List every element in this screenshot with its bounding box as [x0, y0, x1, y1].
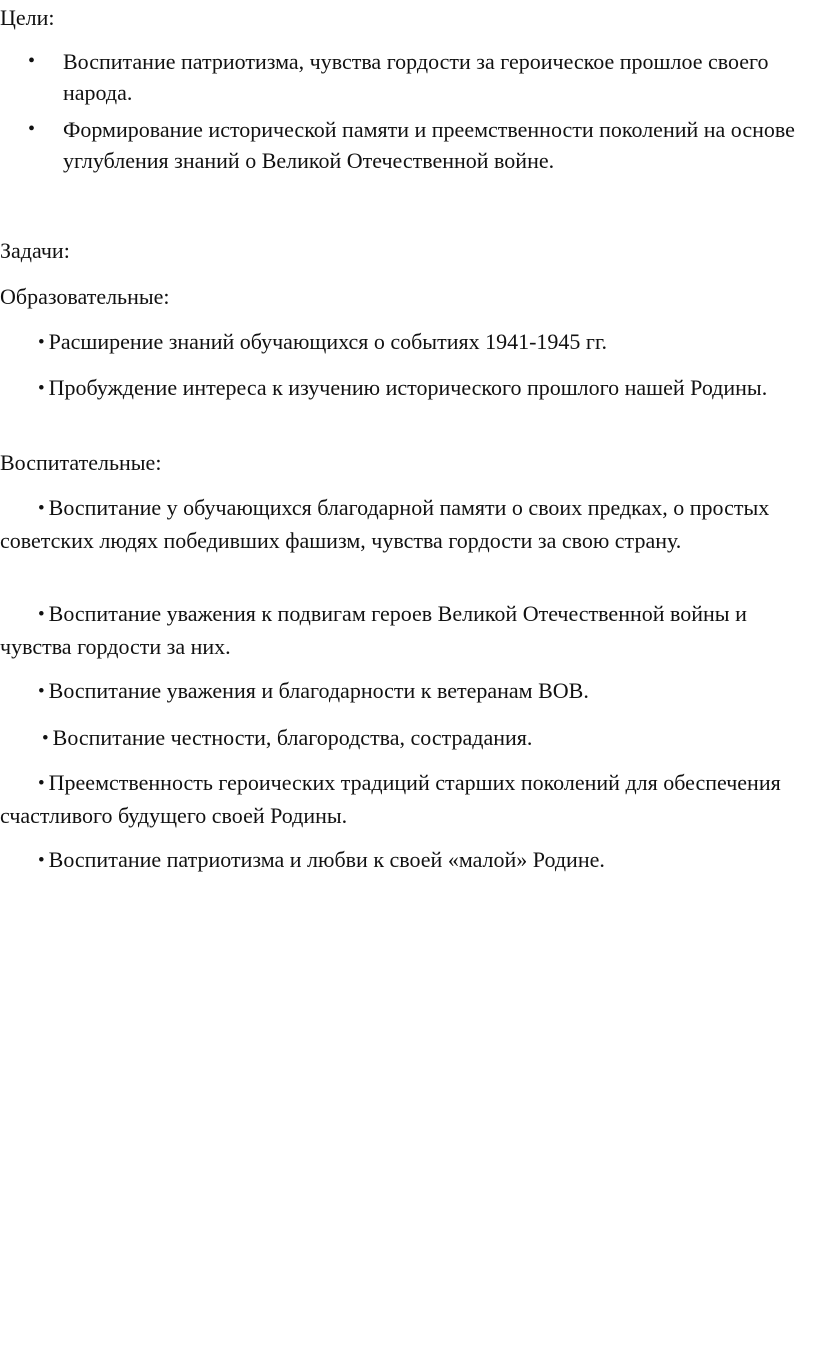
task-text: Воспитание патриотизма и любви к своей «малой» Родине. [48, 847, 605, 872]
bullet-icon: • [28, 50, 36, 72]
bullet-icon: • [38, 604, 45, 625]
goal-item-text: Воспитание патриотизма, чувства гордости за героическое прошлое своего народа. [63, 49, 769, 105]
tasks-heading: Задачи: [0, 238, 70, 263]
upbringing-task-item [0, 598, 814, 662]
upbringing-heading: Воспитательные: [0, 450, 162, 475]
bullet-icon: • [38, 332, 45, 353]
upbringing-task-item [0, 675, 814, 708]
bullet-icon: • [42, 728, 49, 749]
task-text: Воспитание честности, благородства, сострадания. [52, 725, 533, 750]
task-text: Воспитание у обучающихся благодарной памяти о своих предках, о простых советских людях победивших фашизм, чувства гордости за свою страну. [0, 495, 770, 553]
upbringing-task-item [0, 722, 816, 755]
educational-task-item [0, 372, 798, 405]
educational-task-item [0, 326, 798, 359]
upbringing-task-item [0, 767, 814, 831]
task-text: Воспитание уважения и благодарности к ветеранам ВОВ. [48, 678, 589, 703]
task-text: Преемственность героических традиций старших поколений для обеспечения счастливого будущего своей Родины. [0, 770, 781, 828]
educational-heading: Образовательные: [0, 284, 170, 309]
goals-heading: Цели: [0, 5, 55, 30]
upbringing-task-item [0, 844, 814, 877]
task-text: Воспитание уважения к подвигам героев Великой Отечественной войны и чувства гордости за них. [0, 601, 747, 659]
bullet-icon: • [38, 378, 45, 399]
task-text: Пробуждение интереса к изучению исторического прошлого нашей Родины. [48, 375, 768, 400]
bullet-icon: • [38, 681, 45, 702]
bullet-icon: • [38, 850, 45, 871]
goal-item-text: Формирование исторической памяти и преемственности поколений на основе углубления знаний о Великой Отечественной войне. [63, 117, 795, 173]
bullet-icon: • [28, 118, 36, 140]
task-text: Расширение знаний обучающихся о событиях 1941-1945 гг. [48, 329, 607, 354]
upbringing-task-item [0, 492, 814, 556]
bullet-icon: • [38, 498, 45, 519]
bullet-icon: • [38, 773, 45, 794]
